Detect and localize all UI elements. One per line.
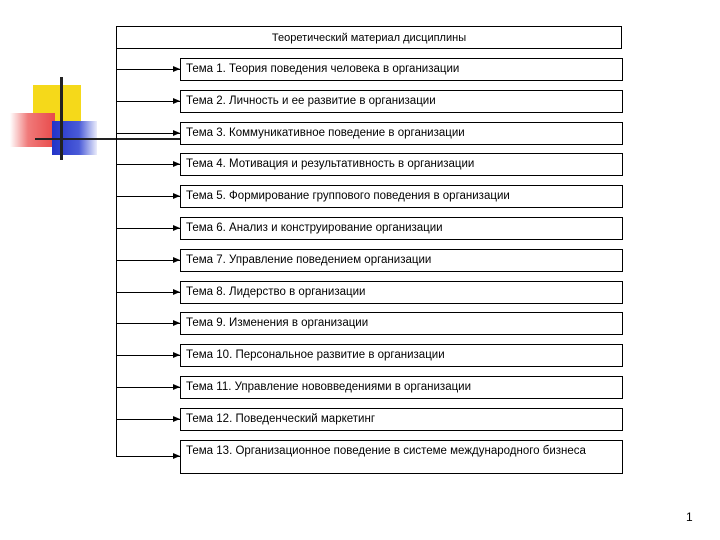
- topic-box: Тема 3. Коммуникативное поведение в организации: [180, 122, 623, 145]
- topic-box: Тема 4. Мотивация и результативность в организации: [180, 153, 623, 176]
- connector-arrow: [116, 133, 180, 134]
- connector-arrow: [116, 456, 180, 457]
- decor-red-square: [10, 113, 55, 147]
- topic-box: Тема 2. Личность и ее развитие в организации: [180, 90, 623, 113]
- connector-arrow: [116, 260, 180, 261]
- connector-arrow: [116, 292, 180, 293]
- connector-arrow: [116, 228, 180, 229]
- connector-arrow: [116, 323, 180, 324]
- topic-box: Тема 1. Теория поведения человека в организации: [180, 58, 623, 81]
- topic-box: Тема 9. Изменения в организации: [180, 312, 623, 335]
- decor-vertical-line: [60, 77, 63, 160]
- connector-arrow: [116, 69, 180, 70]
- topic-box: Тема 6. Анализ и конструирование организации: [180, 217, 623, 240]
- connector-arrow: [116, 164, 180, 165]
- decor-horizontal-line: [35, 138, 180, 140]
- connector-arrow: [116, 101, 180, 102]
- connector-arrow: [116, 419, 180, 420]
- page-number: 1: [686, 510, 693, 524]
- connector-arrow: [116, 387, 180, 388]
- connector-arrow: [116, 355, 180, 356]
- topic-box: Тема 10. Персональное развитие в организации: [180, 344, 623, 367]
- topic-box: Тема 8. Лидерство в организации: [180, 281, 623, 304]
- topic-box: Тема 5. Формирование группового поведения в организации: [180, 185, 623, 208]
- connector-trunk: [116, 49, 117, 456]
- connector-arrow: [116, 196, 180, 197]
- topic-box: Тема 7. Управление поведением организации: [180, 249, 623, 272]
- diagram-title: Теоретический материал дисциплины: [116, 26, 622, 49]
- topic-box: Тема 12. Поведенческий маркетинг: [180, 408, 623, 431]
- topic-box: Тема 11. Управление нововведениями в организации: [180, 376, 623, 399]
- topic-box: Тема 13. Организационное поведение в системе международного бизнеса: [180, 440, 623, 474]
